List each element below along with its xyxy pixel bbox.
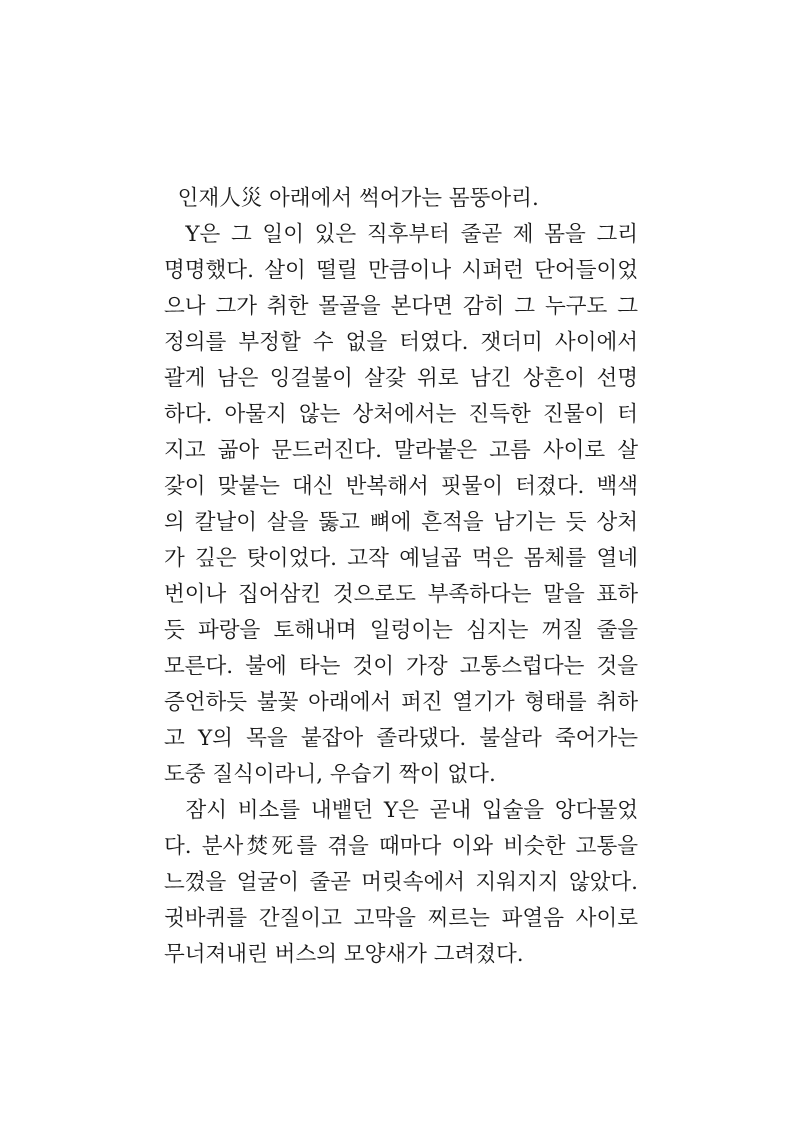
text-line: 으나 그가 취한 몰골을 본다면 감히 그 누구도 그 — [164, 294, 638, 319]
text-line: 지고 곪아 문드러진다. 말라붙은 고름 사이로 살 — [164, 438, 638, 463]
text-line: 인재人災 아래에서 썩어가는 몸뚱아리. — [164, 186, 539, 211]
text-line: 정의를 부정할 수 없을 터였다. 잿더미 사이에서 — [164, 330, 638, 355]
text-line: 모른다. 불에 타는 것이 가장 고통스럽다는 것을 — [164, 654, 638, 679]
text-line: Y은 그 일이 있은 직후부터 줄곧 제 몸을 그리 — [164, 222, 638, 247]
text-line: 하다. 아물지 않는 상처에서는 진득한 진물이 터 — [164, 402, 638, 427]
text-line: 듯 파랑을 토해내며 일렁이는 심지는 꺼질 줄을 — [164, 618, 638, 643]
text-line: 가 깊은 탓이었다. 고작 예닐곱 먹은 몸체를 열네 — [164, 546, 638, 571]
text-line: 고 Y의 목을 붙잡아 졸라댔다. 불살라 죽어가는 — [164, 726, 638, 751]
text-line: 귓바퀴를 간질이고 고막을 찌르는 파열음 사이로 — [164, 906, 638, 931]
text-line: 증언하듯 불꽃 아래에서 퍼진 열기가 형태를 취하 — [164, 690, 638, 715]
text-line: 괄게 남은 잉걸불이 살갗 위로 남긴 상흔이 선명 — [164, 366, 638, 391]
text-line: 잠시 비소를 내뱉던 Y은 곧내 입술을 앙다물었 — [164, 798, 638, 823]
body-text — [164, 181, 638, 973]
text-line: 느꼈을 얼굴이 줄곧 머릿속에서 지워지지 않았다. — [164, 870, 638, 895]
text-line: 무너져내린 버스의 모양새가 그려졌다. — [164, 942, 524, 967]
text-line: 갗이 맞붙는 대신 반복해서 핏물이 터졌다. 백색 — [164, 474, 638, 499]
text-line: 의 칼날이 살을 뚫고 뼈에 흔적을 남기는 듯 상처 — [164, 510, 638, 535]
text-line: 도중 질식이라니, 우습기 짝이 없다. — [164, 762, 496, 787]
text-line: 번이나 집어삼킨 것으로도 부족하다는 말을 표하 — [164, 582, 638, 607]
text-line: 명명했다. 살이 떨릴 만큼이나 시퍼런 단어들이었 — [164, 258, 638, 283]
text-line: 다. 분사焚死를 겪을 때마다 이와 비슷한 고통을 — [164, 834, 638, 859]
